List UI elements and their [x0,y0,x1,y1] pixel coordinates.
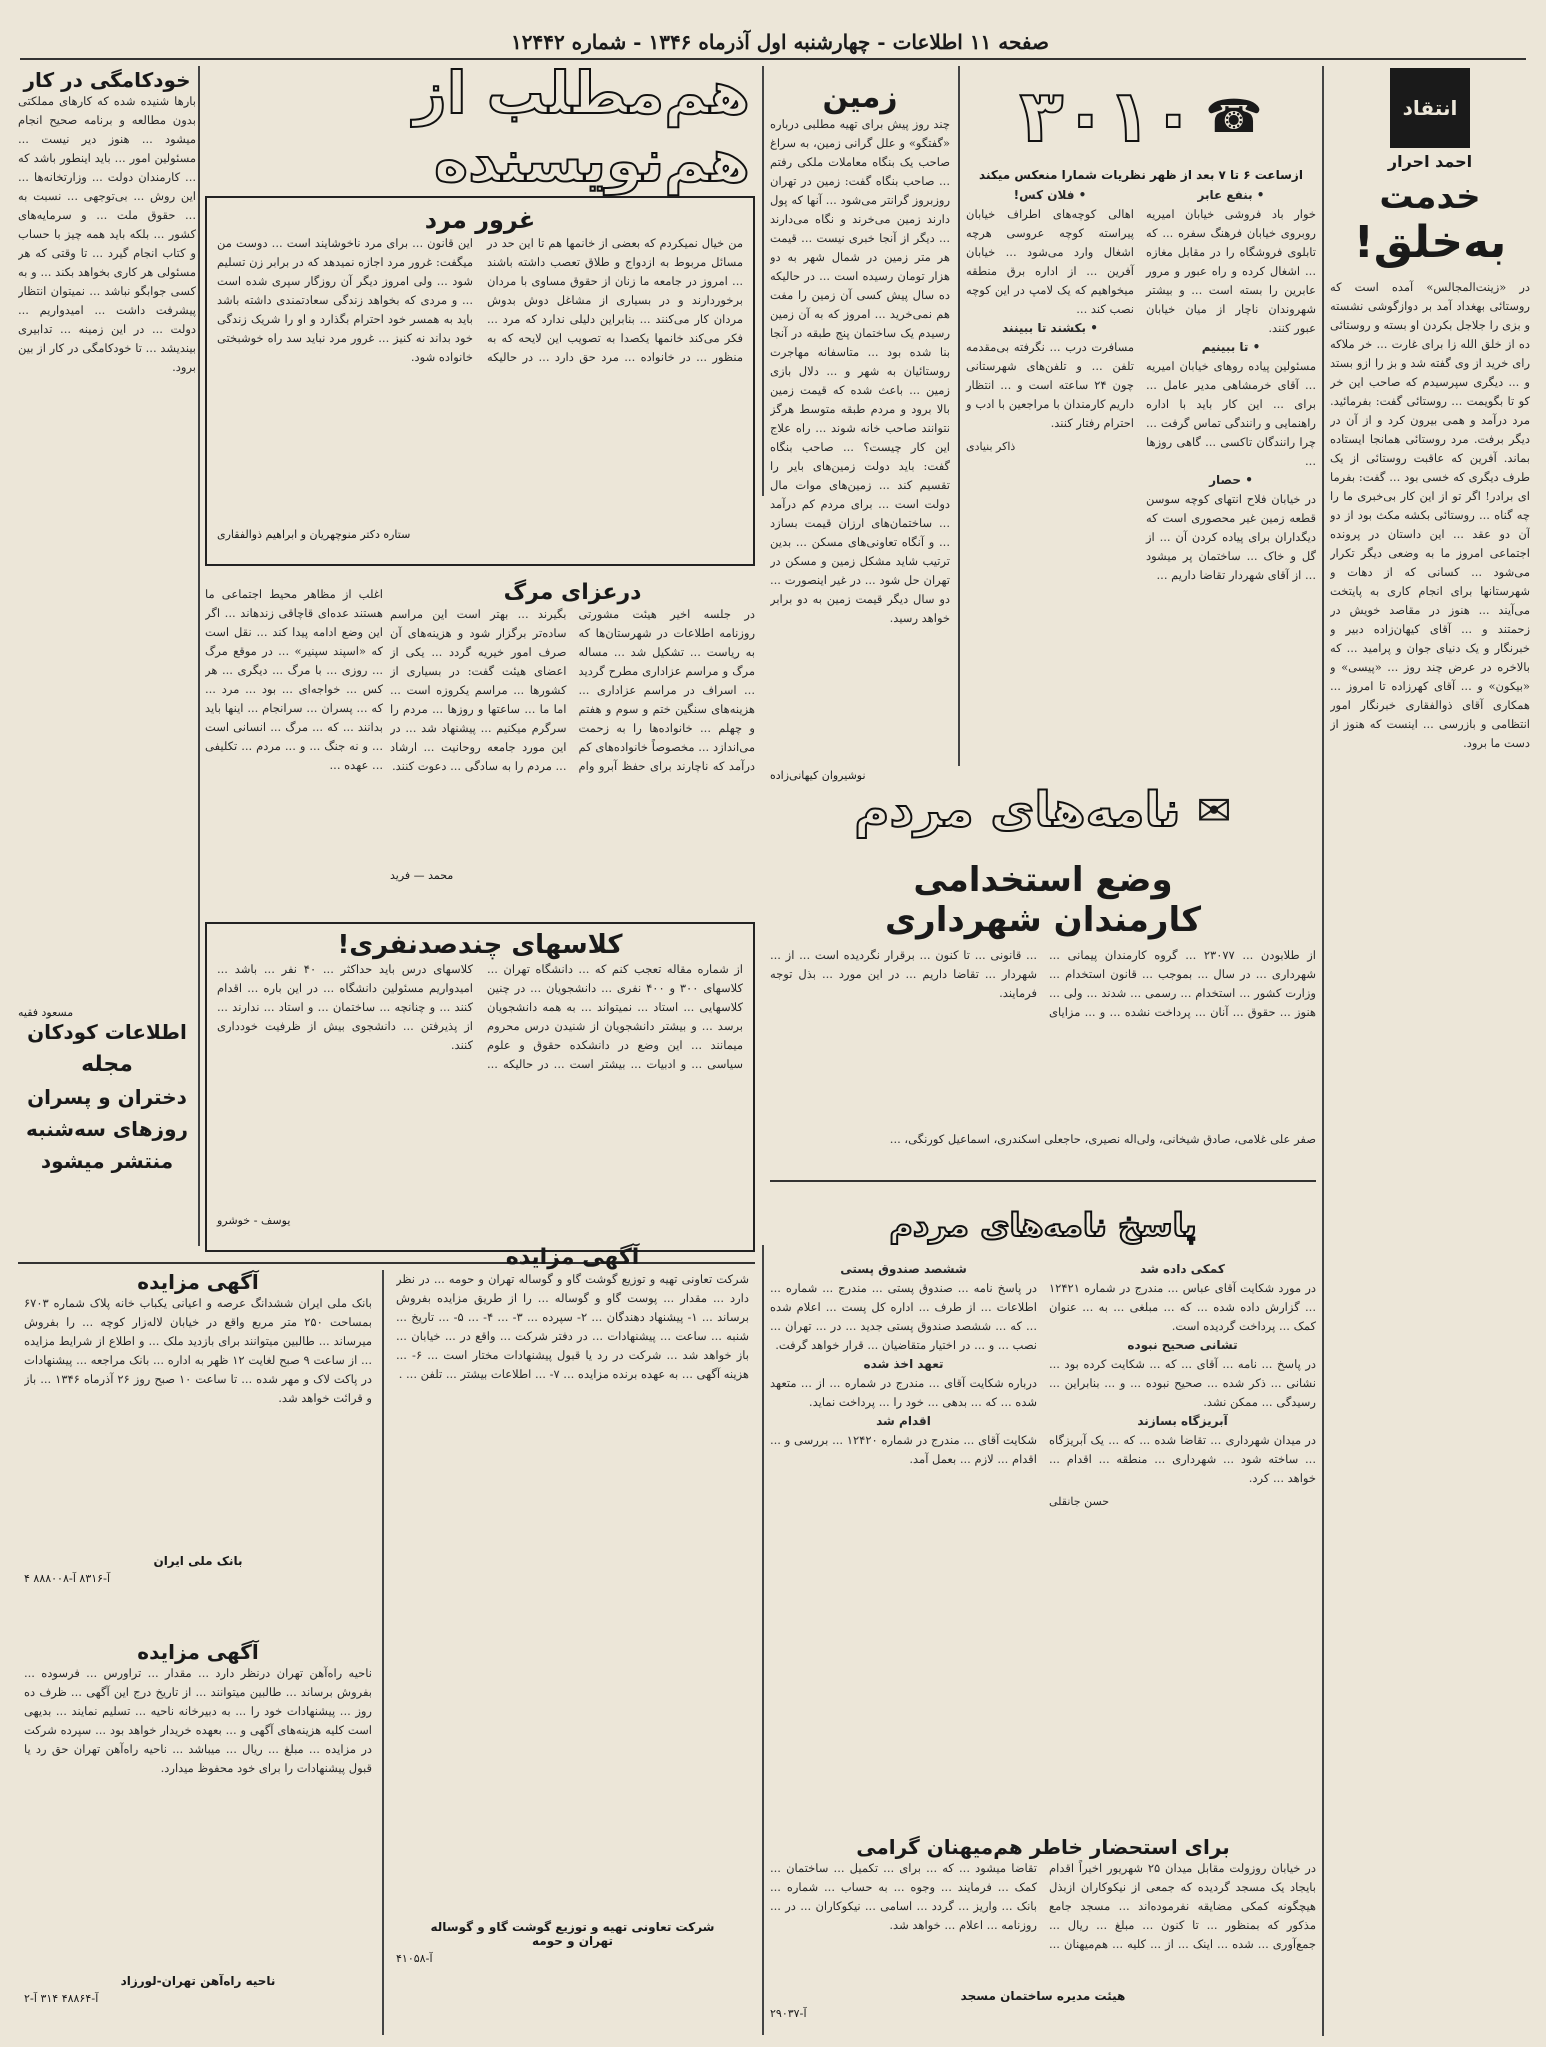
zamin-signature: نوشیروان کیهانی‌زاده [770,769,866,782]
text: شکایت آقای ... مندرج در شماره ۱۲۴۲۰ ... بررسی و ... اقدام ... لازم ... بعمل آمد. [770,1433,1037,1466]
col-divider [1322,66,1324,2036]
col-divider [382,1270,384,2035]
heading: کمکی داده شد [1140,1262,1225,1276]
khodkamegi-signature: مسعود فقیه [18,1006,74,1019]
zamin-column [770,80,950,810]
title-line1: خدمت [1379,177,1481,217]
text: در میدان شهرداری ... تقاضا شده ... که ... یک آبریزگاه ... ساخته شود ... شهرداری ... منطقه ... اقدام ... خواهد ... کرد. [1049,1433,1316,1485]
letters-banner: نامه‌های مردم [854,782,1181,838]
answers-section [770,1190,1316,1830]
answers-col-right [1049,1260,1316,1820]
heading: • تا ببینیم [1201,340,1261,354]
dar-aza-title: درعزای مرگ [503,580,642,605]
phone-column [966,68,1316,748]
ghoroor-box [205,196,755,566]
ad-code: آ-۴۸۸۶۴ ۳۱۴ آ-۲ [24,1992,99,2005]
mosque-notice [770,1835,1316,2035]
text: خوار باد فروشی خیابان امیریه روبروی خیابان فرهنگ سفره ... که تابلوی فروشگاه را در مقابل مغازه ... اشغال کرده و راه عبور و مرور عابرین را بسته است ... و بیشتر شهروندان ناچار از میان خیابان عبور کنند. [1146,207,1316,335]
text: درباره شکایت آقای ... مندرج در شماره ... از ... متعهد شده ... که ... بدهی ... خود را ... پرداخت نماید. [770,1376,1037,1409]
khodkamegi-body: بارها شنیده شده که کارهای مملکتی بدون مطالعه و برنامه صحیح انجام میشود ... هنوز دیر نیست ... مسئولین امور ... باید اینطور باشد که ... کارمندان دولت ... وزارتخانه‌ها ... این روش ... بی‌توجهی ... نسبت به ... حقوق ملت ... و سرمایه‌های کشور ... بلکه باید همه چیز با حساب و کتاب انجام گیرد ... تا وقتی که هر مسئولی هر کاری بخواهد بکند ... و به کسی جوابگو نباشد ... نمیتوان انتظار پیشرفت داشت ... امیدواریم ... دولت ... در این زمینه ... تدابیری بیندیشد ... تا خودکامگی در کار از بین برود. [18,94,196,374]
heading: • حصار [1209,473,1253,487]
answers-banner: پاسخ نامه‌های مردم [889,1206,1197,1244]
ad-footer: بانک ملی ایران [153,1554,243,1568]
phone-number: ۳۰۱۰ [1019,74,1196,158]
answers-col-left [770,1260,1037,1820]
heading: تشانی صحیح نبوده [1127,1338,1238,1352]
text: اهالی کوچه‌های اطراف خیابان پیراسته کوچه عروسی هرچه اشغال وارد می‌شود ... خیابان آفرین ... از اداره برق منطقه میخواهیم که یک لامپ در این کوچه نصب کند ... [966,207,1134,316]
ad-railway [18,1640,378,2035]
text: در خیابان فلاح انتهای کوچه سوسن قطعه زمین غیر محصوری است که دیگداران برای پیاده کردن آن ... از گل و خاک ... ساختمان پر میشود ... از آقای شهردار تقاضا داریم ... [1146,492,1316,582]
left-essay [205,585,383,915]
heading: • بنفع عابر [1197,188,1265,202]
ad-body: ناحیه راه‌آهن تهران درنظر دارد ... مقدار ... تراورس ... فرسوده ... بفروش برساند ... طالبین میتوانند ... از تاریخ درج این آگهی ... ظرف ده روز ... پیشنهادات خود را ... به دبیرخانه ناحیه ... تسلیم نمایند ... بدیهی است کلیه هزینه‌های آگهی و ... بعهده خریدار خواهد بود ... سپرده شرکت در مزایده ... مبلغ ... ریال ... میباشد ... ناحیه راه‌آهن تهران حق رد یا قبول پیشنهادات را برای خود محفوظ میدارد. [24,1666,372,1775]
text: مسافرت درب ... نگرفته بی‌مقدمه تلفن ... و تلفن‌های شهرستانی چون ۲۴ ساعته است و ... انتظار داریم کارمندان با مراجعین با ادب و احترام رفتار کنند. [966,340,1134,430]
ad-footer: ناحیه راه‌آهن تهران-لورزاد [120,1974,276,1988]
text: مسئولین پیاده روهای خیابان امیریه ... آقای خرمشاهی مدیر عامل ... برای ... این کار باید با اداره راهنمایی و رانندگی تماس گرفت ... چرا رانندگان تاکسی ... گاهی روزها ... [1146,359,1316,468]
section-rule [770,1180,1316,1182]
ad-footer: شرکت تعاونی تهیه و توزیع گوشت گاو و گوساله تهران و حومه [430,1920,715,1948]
text: در مورد شکایت آقای عباس ... مندرج در شماره ۱۲۴۲۱ ... گزارش داده شده ... که ... مبلغی ... به ... عنوان کمک ... پرداخت گردیده است. [1049,1281,1316,1333]
heading: • فلان کس! [1013,188,1087,202]
ad-body: بانک ملی ایران ششدانگ عرصه و اعیانی یکباب خانه پلاک شماره ۶۷۰۳ بمساحت ۲۵۰ متر مربع واقع در خیابان لاله‌زار کوچه ... را بفروش میرساند ... طالبین میتوانند برای بازدید ملک ... و اطلاع از شرایط مزایده ... از ساعت ۹ صبح لغایت ۱۲ ظهر به اداره ... بانک مراجعه ... پیشنهادات در پاکت لاک و مهر شده ... تا ساعت ۱۰ صبح روز ۲۶ آذرماه ۱۳۴۶ ... باز و قرائت خواهد شد. [24,1296,372,1405]
heading: آبریزگاه بسازند [1137,1414,1228,1428]
title-line2: به‌خلق! [1353,217,1507,268]
ad-code: آ-۸۳۱۶ آ-۸۸۸۰۰۸ ۴ [24,1572,111,1585]
ad-title: آگهی مزایده [137,1270,259,1294]
notice-body: در خیابان روزولت مقابل میدان ۲۵ شهریور اخیراً اقدام بایجاد یک مسجد گردیده که جمعی از نیکوکاران ازبذل هیچگونه کمکی مضایقه نفرموده‌اند ... مسجد جامع مذکور که بمنظور ... تا کنون ... مبلغ ... ریال ... جمع‌آوری ... شده ... اینک ... از ... کلیه ... هم‌میهنان ... تقاضا میشود ... که ... برای ... تکمیل ... ساختمان ... کمک ... فرمایند ... وجوه ... به حساب ... شماره ... بانک ... واریز ... گردد ... اسامی ... نیکوکاران ... در ... روزنامه ... اعلام ... خواهد شد. [770,1861,1316,1951]
dar-aza-signature: محمد — فرید [390,869,454,882]
signature: ذاکر بنیادی [966,440,1016,453]
ad-title: آگهی مزایده [137,1640,259,1664]
left-essay-body: اغلب از مظاهر محیط اجتماعی ما هستند عده‌ای قاچاقی زندهاند ... اگر این وضع ادامه پیدا کند ... نقل است که «اسپند سپنیر» ... در موقع مرگ ... روزی ... با مرگ ... دیگری ... هر کس ... خواجه‌ای ... بود ... مرد ... که ... پسران ... سرانجام ... اینها باید بدانند ... که ... مرگ ... انسانی است ... و نه جنگ ... و ... مردم ... تکلیفی ... عهده ... [205,587,383,772]
dar-aza-article [390,580,755,910]
ad-meat-coop [390,1245,755,2035]
col-divider [198,66,200,1246]
text: در پاسخ ... نامه ... آقای ... که ... شکایت کرده بود ... نشانی ... ذکر شده ... صحیح نبوده ... و ... بنابراین ... رسیدگی ... ممکن نشد. [1049,1357,1316,1409]
kelas-box [205,922,755,1252]
phone-col-left [966,186,1134,585]
col-divider [762,1245,764,2035]
phone-col-right [1146,186,1316,585]
logo: انتقاد [1390,68,1470,148]
letters-signature: صفر علی غلامی، صادق شیخانی، ولی‌اله نصیری، حاجعلی اسکندری، اسماعیل کورنگی، ... [889,1132,1316,1146]
telephone-icon: ☎ [1205,89,1263,143]
kids-line: مجله [81,1052,133,1077]
letters-body: از طلابودن ... ۲۳۰۷۷ ... گروه کارمندان پیمانی ... شهرداری ... در سال ... بموجب ... قانون استخدام ... وزارت کشور ... استخدام ... رسمی ... شدند ... ولی ... هنوز ... حقوق ... آنان ... پرداخت نشده ... و ... مزایای ... قانونی ... تا کنون ... برقرار نگردیده است ... از ... شهردار ... تقاضا داریم ... در این مورد ... بذل توجه فرمایند. [770,948,1316,1019]
page-header: صفحه ۱۱ اطلاعات - چهارشنبه اول آذرماه ۱۳۴۶ - شماره ۱۲۴۴۲ [510,30,1049,54]
kids-line: دختران و پسران [27,1085,187,1109]
ghoroor-signature: ستاره دکتر منوچهریان و ابراهیم ذوالفقاری [217,528,411,541]
zamin-body: چند روز پیش برای تهیه مطلبی درباره «گفتگو» و علل گرانی زمین، به سراغ صاحب یک بنگاه معاملات ملکی رفتم ... صاحب بنگاه گفت: زمین در تهران روزبروز گرانتر می‌شود ... آنها که پول دارند زمین می‌خرند و نگاه می‌دارند ... دیگر از آنجا خبری نیست ... قیمت هر متر زمین در شمال شهر به دو هزار تومان رسیده است ... در حالیکه ده سال پیش کسی آن زمین را مفت هم نمی‌خرید ... امروز که به آن زمین رسیدم یک ساختمان پنج طبقه در آنجا بنا شده بود ... متاسفانه مهاجرت روستائیان به شهر و ... دلال بازی زمین ... باعث شده که قیمت زمین بالا برود و مردم طبقه متوسط هرگز نتوانند صاحب خانه شوند ... راه علاج این کار چیست؟ ... صاحب بنگاه گفت: باید دولت زمین‌های بایر را تقسیم کند ... زمین‌های موات مال دولت است ... برای مردم کم درآمد ... ساختمان‌های ارزان قیمت بسازد ... و آنگاه تعاونی‌های مسکن ... بدین ترتیب شاید مشکل زمین و مسکن در تهران حل شود ... در غیر اینصورت ... دو سال دیگر قیمت زمین به دو برابر خواهد رسید. [770,117,950,625]
envelope-icon: ✉ [1196,785,1232,835]
heading: • بکشند تا ببینند [1002,321,1098,335]
article-body: در «زینت‌المجالس» آمده است که روستائی بهغداد آمد بر دوازگوشی نشسته و بزی را جلاجل بکردن او بسته و روستائی ده از خلق الله زا برای غارت ... خر ملاکه رای خرید از وی گفته شد و بز را ازو بستد و ... دیگری سپرسیدم که صاحب این خر کو تا بگویمت ... روستائی گفت: بفرمائید. مرد درآمد و همی بیرون کرد و از آن در دیگر برفت. مرد روستائی همانجا ایستاده بماند. آفرین که عاقبت روستائی از یک طرف دیگری که خسی بود ... گفت: بفرما ای برادر! اگر تو از این کار بی‌خبری ما را چه گناه ... روستائی بکشه مکث بود از دو آن دو عقد ... این داستان در پرونده اجتماعی امروز ما به وضعی دیگر تکرار می‌شود ... کسانی که از دهات و شهرستانها برای انجام کاری به پایتخت می‌آیند ... هنوز در مقاصد خویش در زحمتند و ... آقای کیهان‌زاده دبیر و خبرنگار و یک دنیای جوان و پرامید ... که بالاخره در عرض چند روز ... «پیسی» و «بیکون» و ... آقای کهرزاده تا امروز ... همکاری آقای ذوالفقاری خبرنگار امور انتظامی و بازرسی ... اینست که هنوز از دست ما برود. [1330,280,1530,750]
heading: اقدام شد [876,1414,931,1428]
letters-heading: کارمندان شهرداری [884,900,1202,940]
hamtalab-banner [200,59,750,195]
author: احمد احرار [1387,152,1473,171]
notice-title: برای استحضار خاطر هم‌میهنان گرامی [856,1835,1230,1859]
heading: تعهد اخذ شده [863,1357,944,1371]
signature: حسن جانقلی [1049,1495,1110,1508]
kelas-body: از شماره مقاله تعجب کنم که ... دانشگاه تهران ... کلاسهای ۳۰۰ و ۴۰۰ نفری ... دانشجویان ... در چنین کلاسهایی ... استاد ... نمیتواند ... به همه دانشجویان برسد ... و بیشتر دانشجویان از شنیدن درس محروم میمانند ... این وضع در دانشکده حقوق و علوم سیاسی ... و ادبیات ... بیشتر است ... در حالیکه ... کلاسهای درس باید حداکثر ... ۴۰ نفر ... باشد ... امیدواریم مسئولین دانشگاه ... در این باره ... اقدام کنند ... و چنانچه ... ساختمان ... و استاد ... ندارند ... از پذیرفتن ... دانشجوی بیش از ظرفیت خودداری کنند. [217,962,743,1071]
heading: ششصد صندوق پستی [840,1262,967,1276]
kids-line: روزهای سه‌شنبه [25,1117,189,1141]
text: در پاسخ نامه ... صندوق پستی ... مندرج ... شماره ... اطلاعات ... از طرف ... اداره کل پست ... اعلام شده ... که ... ششصد صندوق پستی جدید ... در ... تهران ... نصب ... و ... در اختیار متقاضیان ... قرار خواهد گرفت. [770,1281,1037,1352]
col-divider [762,66,764,496]
notice-code: آ-۲۹۰۳۷ [770,2007,807,2020]
kelas-signature: یوسف - خوشرو [217,1214,291,1227]
ghoroor-body: من خیال نمیکردم که بعضی از خانمها هم تا این حد در مسائل مربوط به ازدواج و طلاق تعصب داشته باشند ... امروز در جامعه ما زنان از حقوق مساوی با مردان برخوردارند و در بسیاری از مشاغل دوش بدوش مردان کار می‌کنند ... بنابراین دلیلی ندارد که مرد ... فکر می‌کند خانمها یکصدا به تصویب این لایحه که به منظور ... در خانواده ... مرد حق دارد ... در حالیکه این قانون ... برای مرد ناخوشایند است ... دوست من میگفت: غرور مرد اجازه نمیدهد که در برابر زن تسلیم شود ... ولی امروز دیگر آن روزگار سپری شده است ... و مردی که بخواهد زندگی سعادتمندی داشته باشد باید به همسر خود احترام بگذارد و او را شریک زندگی خود بداند نه کنیز ... غرور مرد نباید سد راه خوشبختی خانواده شود. [217,236,743,364]
ad-title: آگهی مزایده [505,1245,640,1270]
letters-section [770,760,1316,1120]
kids-ad [18,1020,196,1245]
col-divider [958,66,960,766]
ad-bank-melli [18,1270,378,1630]
ad-body: شرکت تعاونی تهیه و توزیع گوشت گاو و گوساله تهران و حومه ... در نظر دارد ... مقدار ... پوست گاو و گوساله ... را از طریق مزایده بفروش برساند ... ۱- پیشنهاد دهندگان ... ۲- سپرده ... ۳- ... ۴- ... ۵- ... تاریخ ... شنبه ... ساعت ... پیشنهادات ... در دفتر شرکت ... واقع در ... خیابان ... باز خواهد شد ... شرکت در رد یا قبول پیشنهادات مختار است ... ۶- ... هزینه آگهی ... به عهده برنده مزایده ... ۷- ... اطلاعات بیشتر ... تلفن ... . [396,1272,749,1381]
kids-line: اطلاعات کودکان [27,1020,187,1044]
column-intekad [1330,68,1530,2038]
dar-aza-body: در جلسه اخیر هیئت مشورتی روزنامه اطلاعات در شهرستان‌ها که به ریاست ... تشکیل شد ... مساله مرگ و مراسم عزاداری مطرح گردید ... اسراف در مراسم عزاداری ... هزینه‌های سنگین ختم و سوم و هفتم و چهلم ... خانواده‌ها را به زحمت می‌اندازد ... مخصوصاً خانواده‌های کم درآمد که ناچارند برای حفظ آبرو وام بگیرند ... بهتر است این مراسم ساده‌تر برگزار شود و هزینه‌های آن صرف امور خیریه گردد ... یکی از اعضای هیئت گفت: در بسیاری از کشورها ... مراسم یکروزه است ... اما ما ... ساعتها و روزها ... مردم را سرگرم میکنیم ... پیشنهاد شد ... در این مورد جامعه روحانیت ... ارشاد ... مردم را به سادگی ... دعوت کنند. [390,607,755,773]
ad-code: آ-۴۱۰۵۸ [396,1952,433,1965]
ghoroor-title: غرور مرد [424,206,536,234]
zamin-title: زمین [822,80,898,115]
notice-signature: هیئت مدیره ساختمان مسجد [960,1989,1126,2003]
letters-heading: وضع استخدامی [913,860,1173,900]
banner-text: هم‌مطلب از هم‌نویسنده [413,59,750,195]
kids-line: منتشر میشود [40,1149,174,1173]
phone-subtitle: ازساعت ۶ تا ۷ بعد از ظهر نظریات شمارا منعکس میکند [979,168,1303,182]
kelas-title: کلاسهای چندصدنفری! [337,930,623,960]
khodkamegi-title: خودکامگی در کار [23,68,191,92]
